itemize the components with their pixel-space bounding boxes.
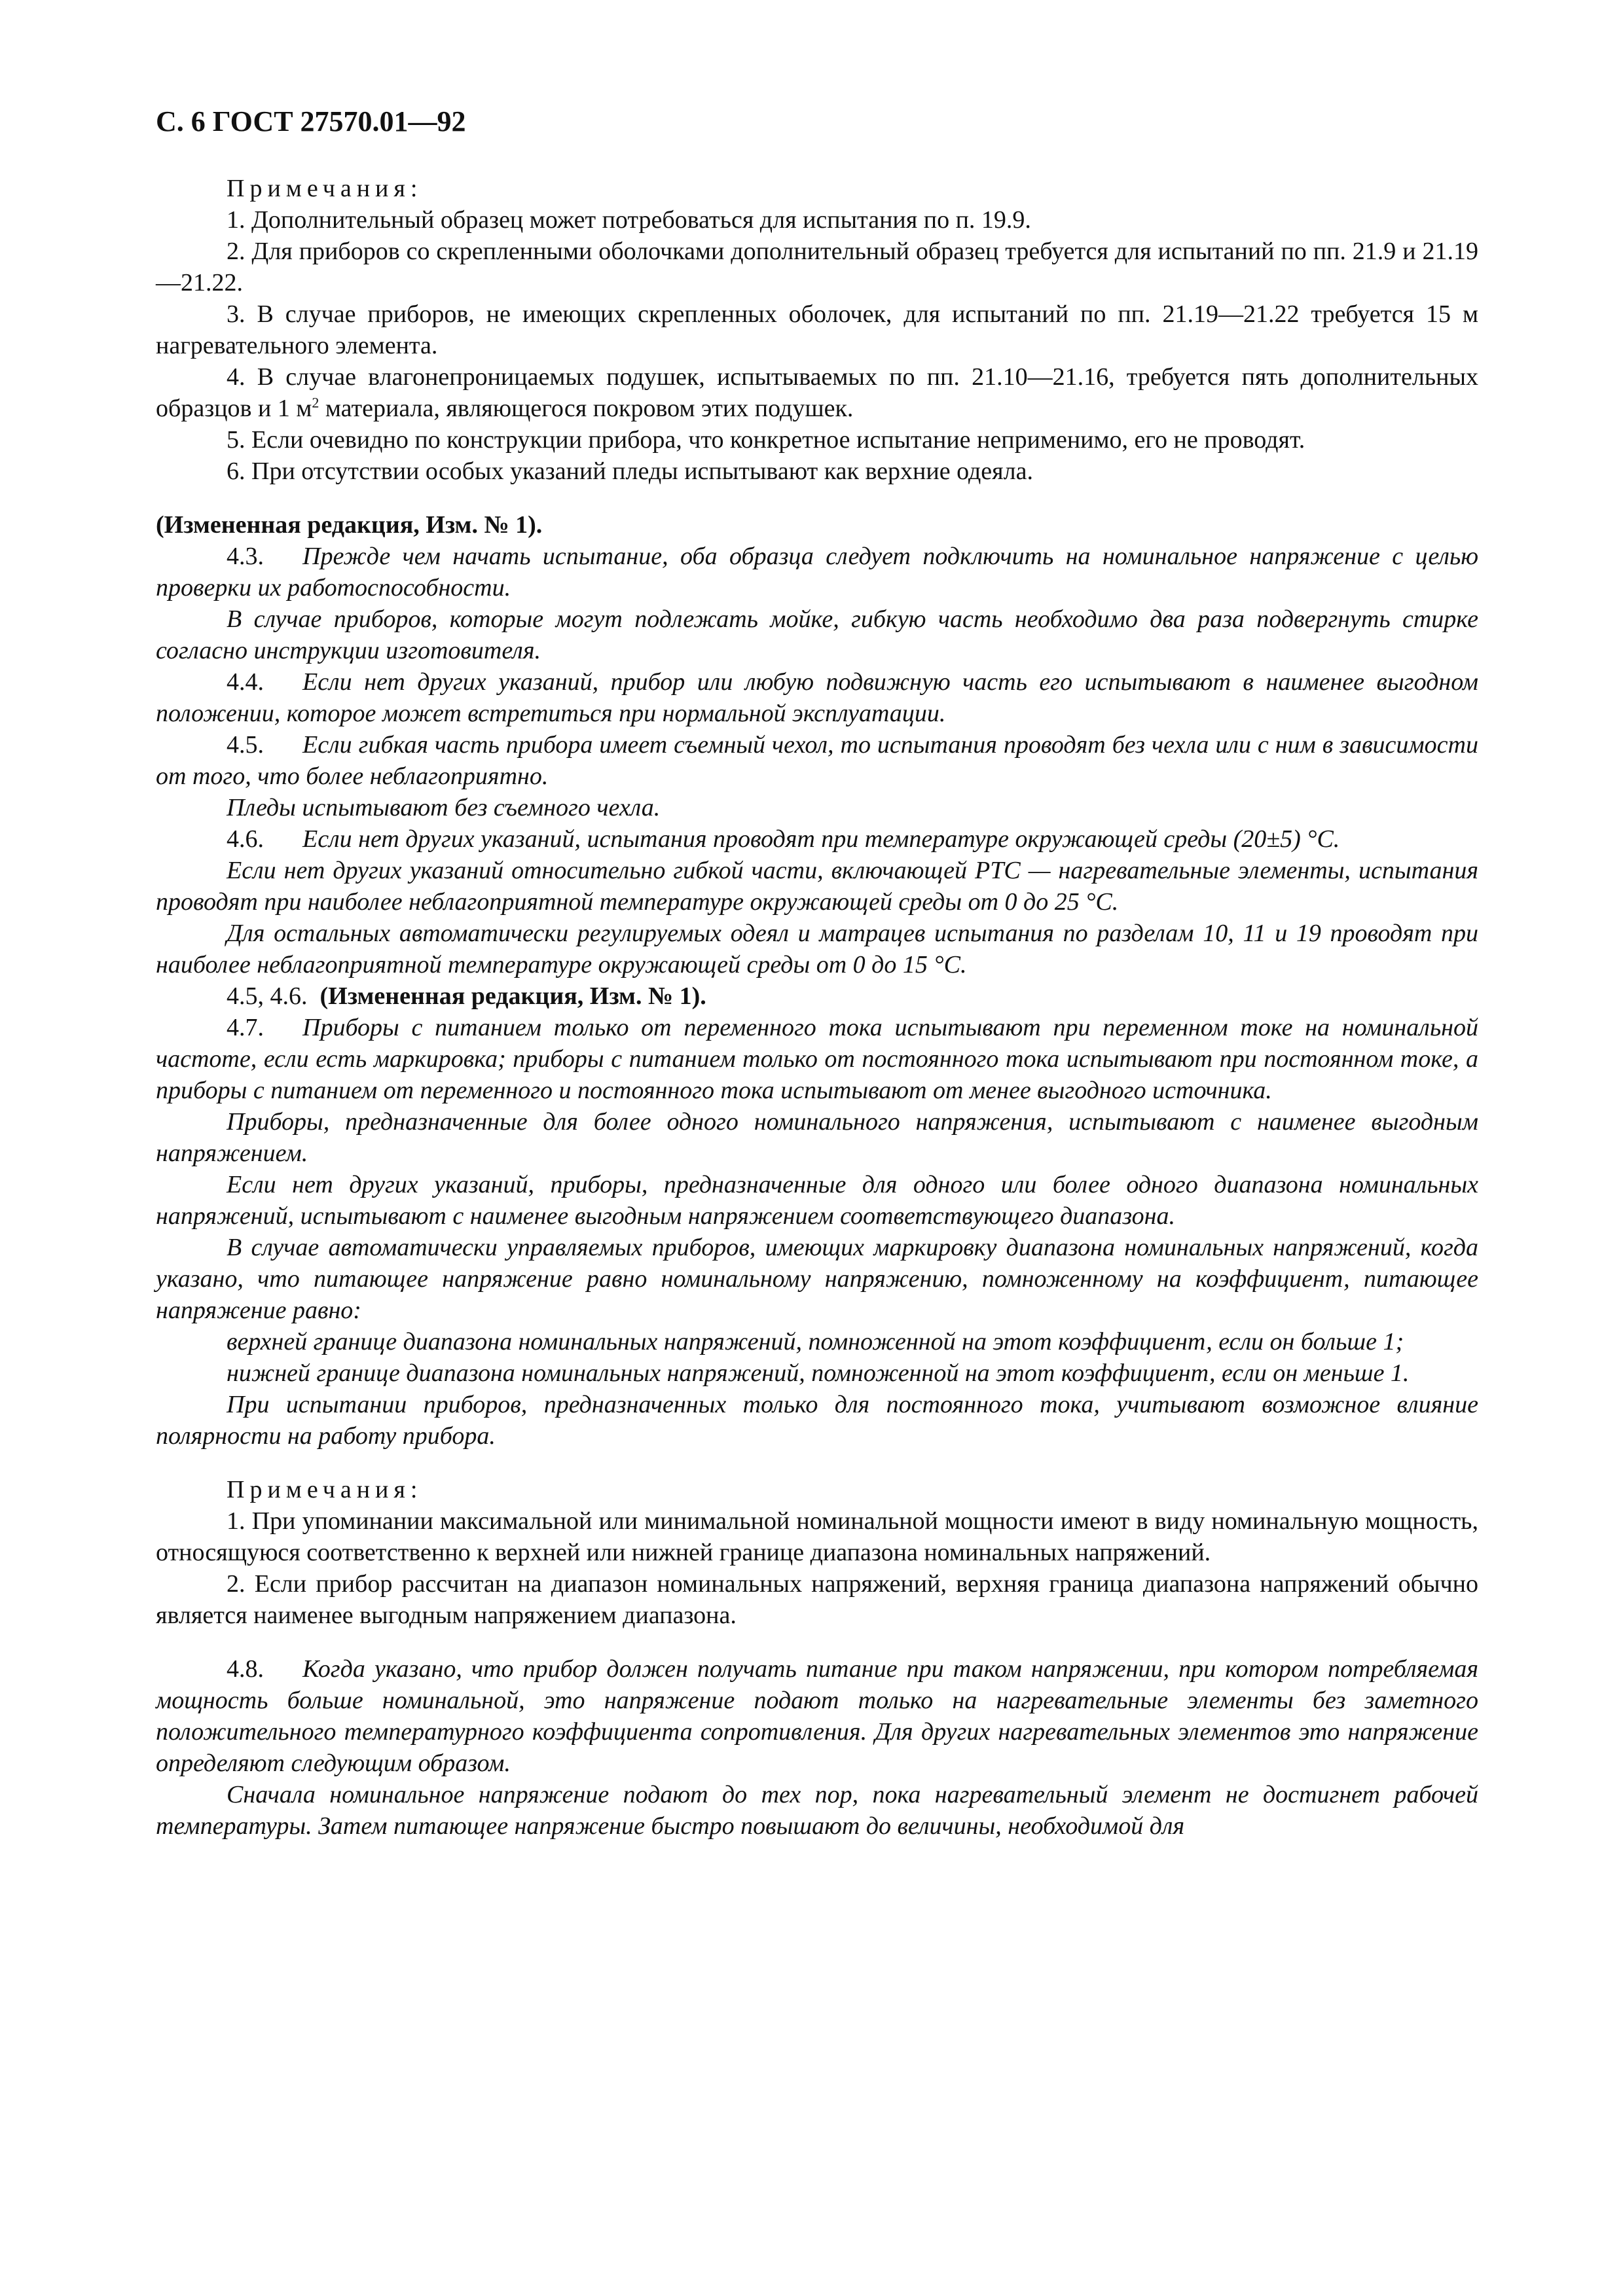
note-item: 3. В случае приборов, не имеющих скрепленных оболочек, для испытаний по пп. 21.19—21.22 требуется 15 м нагревательного элемента.: [156, 300, 1478, 359]
revision-note: (Измененная редакция, Изм. № 1).: [156, 511, 543, 539]
clause-text: Если гибкая часть прибора имеет съемный чехол, то испытания проводят без чехла или с ним в зависимости от того, что более неблагоприятно.: [156, 731, 1478, 790]
clause-number: 4.4.: [227, 668, 264, 696]
note-item: 1. Дополнительный образец может потребоваться для испытания по п. 19.9.: [227, 206, 1031, 234]
paragraph: верхней границе диапазона номинальных напряжений, помноженной на этот коэффициент, если он больше 1;: [227, 1328, 1404, 1355]
note-item: [156, 361, 1478, 424]
clause-4-8: [156, 1653, 1478, 1779]
paragraph: Если нет других указаний относительно гибкой части, включающей PTC — нагревательные элементы, испытания проводят при наиболее неблагоприятной температуре окружающей среды от 0 до 25 °С.: [156, 857, 1478, 916]
clause-text: Если нет других указаний, испытания проводят при температуре окружающей среды (20±5) °С.: [302, 825, 1340, 853]
clause-4-6: [156, 823, 1478, 855]
clause-number: 4.5.: [227, 731, 264, 759]
clause-text: Если нет других указаний, прибор или любую подвижную часть его испытывают в наименее выгодном положении, которое может встретиться при нормальной эксплуатации.: [156, 668, 1478, 727]
paragraph: При испытании приборов, предназначенных только для постоянного тока, учитывают возможное влияние полярности на работу прибора.: [156, 1391, 1478, 1450]
clause-number: 4.7.: [227, 1014, 264, 1041]
paragraph: Сначала номинальное напряжение подают до тех пор, пока нагревательный элемент не достигнет рабочей температуры. Затем питающее напряжение быстро повышают до величины, необходимой для: [156, 1781, 1478, 1840]
note-item: 5. Если очевидно по конструкции прибора, что конкретное испытание неприменимо, его не проводят.: [227, 426, 1305, 454]
paragraph: Для остальных автоматически регулируемых одеял и матрацев испытания по разделам 10, 11 и 19 проводят при наиболее неблагоприятной температуре окружающей среды от 0 до 15 °С.: [156, 920, 1478, 978]
note-4-text-a: 4. В случае влагонепроницаемых подушек, испытываемых по пп. 21.10—21.16, требуется пять дополнительных образцов и 1 м: [156, 363, 1478, 422]
page-header: С. 6 ГОСТ 27570.01—92: [156, 105, 466, 137]
clause-number: 4.8.: [227, 1655, 264, 1683]
paragraph: В случае приборов, которые могут подлежать мойке, гибкую часть необходимо два раза подвергнуть стирке согласно инструкции изготовителя.: [156, 605, 1478, 664]
notes-title: Примечания:: [227, 175, 423, 202]
notes-title: Примечания:: [227, 1476, 423, 1503]
document-body: [156, 173, 1478, 1842]
clause-4-3: [156, 541, 1478, 603]
paragraph: Пледы испытывают без съемного чехла.: [227, 794, 661, 821]
note-item: 2. Если прибор рассчитан на диапазон номинальных напряжений, верхняя граница диапазона напряжений обычно является наименее выгодным напряжением диапазона.: [156, 1570, 1478, 1629]
note-item: 6. При отсутствии особых указаний пледы испытывают как верхние одеяла.: [227, 457, 1033, 485]
clause-number: 4.3.: [227, 543, 264, 570]
clause-4-4: [156, 666, 1478, 729]
clause-number: 4.5, 4.6.: [227, 982, 308, 1010]
revision-note-4-5-4-6: [156, 980, 1478, 1012]
paragraph: Если нет других указаний, приборы, предназначенные для одного или более одного диапазона номинальных напряжений, испытывают с наименее выгодным напряжением соответствующего диапазона.: [156, 1171, 1478, 1230]
note-item: 2. Для приборов со скрепленными оболочками дополнительный образец требуется для испытаний по пп. 21.9 и 21.19—21.22.: [156, 238, 1478, 296]
clause-number: 4.6.: [227, 825, 264, 853]
clause-4-7: [156, 1012, 1478, 1106]
note-4-text-b: материала, являющегося покровом этих подушек.: [319, 395, 854, 422]
clause-text: Когда указано, что прибор должен получать питание при таком напряжении, при котором потребляемая мощность больше номинальной, это напряжение подают только на нагревательные элементы без заметного положительного температурного коэффициента сопротивления. Для других нагревательных элементов это напряжение определяют следующим образом.: [156, 1655, 1478, 1777]
revision-text: (Измененная редакция, Изм. № 1).: [319, 982, 706, 1010]
clause-text: Прежде чем начать испытание, оба образца следует подключить на номинальное напряжение с целью проверки их работоспособности.: [156, 543, 1478, 601]
paragraph: нижней границе диапазона номинальных напряжений, помноженной на этот коэффициент, если он меньше 1.: [227, 1359, 1410, 1387]
superscript: 2: [312, 394, 319, 411]
paragraph: В случае автоматически управляемых приборов, имеющих маркировку диапазона номинальных напряжений, когда указано, что питающее напряжение равно номинальному напряжению, помноженному на коэффициент, питающее напряжение равно:: [156, 1234, 1478, 1324]
paragraph: Приборы, предназначенные для более одного номинального напряжения, испытывают с наименее выгодным напряжением.: [156, 1108, 1478, 1167]
clause-4-5: [156, 729, 1478, 792]
clause-text: Приборы с питанием только от переменного тока испытывают при переменном токе на номинальной частоте, если есть маркировка; приборы с питанием только от постоянного тока испытывают при постоянном токе, а приборы с питанием от переменного и постоянного тока испытывают от менее выгодного источника.: [156, 1014, 1478, 1104]
note-item: 1. При упоминании максимальной или минимальной номинальной мощности имеют в виду номинальную мощность, относящуюся соответственно к верхней или нижней границе диапазона номинальных напряжений.: [156, 1507, 1478, 1566]
